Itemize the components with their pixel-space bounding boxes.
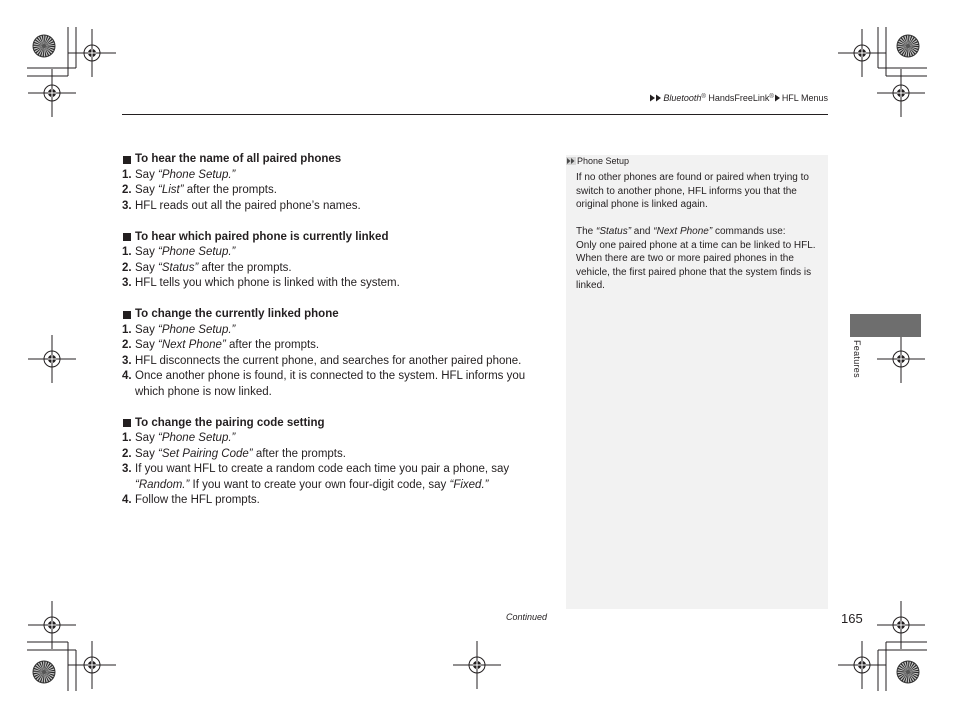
voice-command: “Next Phone” <box>158 339 226 351</box>
step <box>122 447 552 463</box>
color-rosette-icon <box>897 35 919 57</box>
registration-mark-icon <box>838 641 886 689</box>
registered-mark: ® <box>769 94 774 100</box>
step <box>122 338 552 354</box>
side-note-rule: Only one paired phone at a time can be linked to HFL. <box>576 239 816 251</box>
step-number: 3. <box>122 199 132 212</box>
square-bullet-icon <box>123 156 131 164</box>
section-title: To hear the name of all paired phones <box>135 153 342 165</box>
square-bullet-icon <box>123 233 131 241</box>
breadcrumb <box>650 92 828 104</box>
section-heading <box>122 416 552 432</box>
step-text-part: after the prompts. <box>252 447 346 460</box>
section-heading <box>122 307 552 323</box>
registration-mark-icon <box>877 69 925 117</box>
registration-mark-icon <box>28 601 76 649</box>
step-number: 2. <box>122 339 132 351</box>
step-number: 1. <box>122 168 132 181</box>
step-number: 2. <box>122 447 132 460</box>
breadcrumb-link-hfl-menus[interactable]: HFL Menus <box>781 93 828 103</box>
step <box>122 276 552 292</box>
step-text <box>135 168 540 184</box>
registration-mark-icon <box>838 29 886 77</box>
voice-command: “Set Pairing Code” <box>158 447 253 460</box>
registration-mark-icon <box>68 29 116 77</box>
step-text-part: Say <box>135 447 159 460</box>
breadcrumb-link-hfl[interactable] <box>663 92 773 104</box>
color-rosette-icon <box>897 661 919 683</box>
registration-mark-icon <box>877 601 925 649</box>
breadcrumb-bluetooth-text: Bluetooth <box>663 93 702 103</box>
heading-bullet-cell <box>122 152 135 168</box>
registration-mark-icon <box>28 69 76 117</box>
side-note-body <box>576 171 822 293</box>
step-text-part: after the prompts. <box>225 339 320 351</box>
step-text-part: Say <box>135 168 159 181</box>
section-title: To change the pairing code setting <box>135 416 325 429</box>
step-text-part: Say <box>135 184 159 196</box>
step-text <box>135 261 540 277</box>
note-text-part: and <box>631 226 654 237</box>
registration-mark-icon <box>877 335 925 383</box>
step <box>122 462 552 493</box>
section-title: To change the currently linked phone <box>135 308 339 320</box>
side-note-panel <box>566 155 828 609</box>
step <box>122 323 552 339</box>
side-note-commands-line <box>576 225 822 239</box>
step-text <box>135 245 540 261</box>
step-text: HFL disconnects the current phone, and searches for another paired phone. <box>135 354 522 367</box>
step-number: 3. <box>122 463 132 475</box>
step-text-part: Say <box>135 261 159 274</box>
voice-command: “Phone Setup.” <box>158 323 236 336</box>
voice-command: “Status” <box>158 261 199 274</box>
step <box>122 245 552 261</box>
double-arrow-icon <box>650 94 662 102</box>
voice-command: “Phone Setup.” <box>158 246 236 258</box>
chapter-tab-label[interactable]: Features <box>852 340 862 378</box>
registration-mark-icon <box>453 641 501 689</box>
step-number: 2. <box>122 184 132 196</box>
step-text-part: If you want to create your own four-digit code, say <box>189 478 450 491</box>
color-rosette-icon <box>33 35 55 57</box>
continued-label: Continued <box>506 612 548 622</box>
side-note-heading[interactable] <box>566 155 629 167</box>
step <box>122 431 552 447</box>
step-number: 4. <box>122 370 132 382</box>
step <box>122 369 552 400</box>
section-hear-linked-phone <box>122 230 552 292</box>
section-heading <box>122 152 552 168</box>
page-number: 165 <box>841 611 863 626</box>
step-number: 1. <box>122 323 132 336</box>
step-text: Once another phone is found, it is connected to the system. HFL informs you which phone is now linked. <box>135 370 526 398</box>
step <box>122 168 552 184</box>
side-note-intro: If no other phones are found or paired when trying to switch to another phone, HFL informs you that the original phone is linked again. <box>576 172 809 210</box>
section-title: To hear which paired phone is currently linked <box>135 230 389 243</box>
step-text <box>135 183 540 199</box>
voice-command: “Random.” <box>135 478 190 491</box>
step-number: 1. <box>122 432 132 444</box>
note-text-part: The <box>576 226 597 237</box>
square-bullet-icon <box>123 311 131 319</box>
breadcrumb-handsfreelink-text: HandsFreeLink <box>705 93 770 103</box>
voice-command: “Status” <box>596 226 632 237</box>
chapter-tab[interactable] <box>850 314 921 337</box>
side-note-title: Phone Setup <box>577 155 630 166</box>
step-text-part: after the prompts. <box>183 184 277 196</box>
step-text: HFL reads out all the paired phone’s names. <box>135 199 361 212</box>
step-number: 3. <box>122 354 132 367</box>
step-text-part: Say <box>135 323 159 336</box>
step-text <box>135 323 540 339</box>
registration-mark-icon <box>28 335 76 383</box>
section-change-pairing-code <box>122 416 552 509</box>
side-note-rule: When there are two or more paired phones in the vehicle, the first paired phone that the system finds is linked. <box>576 253 812 291</box>
step <box>122 199 552 215</box>
step-number: 4. <box>122 494 132 506</box>
step-text: HFL tells you which phone is linked with the system. <box>135 277 400 289</box>
section-change-linked-phone <box>122 307 552 400</box>
step-number: 2. <box>122 261 132 274</box>
step-text <box>135 462 540 493</box>
registration-mark-icon <box>68 641 116 689</box>
step-text-part: If you want HFL to create a random code each time you pair a phone, say <box>135 463 510 475</box>
step-text-part: Say <box>135 339 159 351</box>
voice-command: “Phone Setup.” <box>158 168 236 181</box>
step <box>122 261 552 277</box>
step <box>122 493 552 509</box>
step-text <box>135 431 540 447</box>
step-number: 1. <box>122 246 132 258</box>
step-text-part: after the prompts. <box>198 261 292 274</box>
voice-command: “List” <box>158 184 184 196</box>
header-divider <box>122 114 828 115</box>
step <box>122 354 552 370</box>
main-content <box>122 152 552 524</box>
side-note-commands <box>576 225 822 293</box>
step-text <box>135 338 540 354</box>
step-number: 3. <box>122 277 132 289</box>
arrow-right-icon <box>774 94 781 102</box>
section-heading <box>122 230 552 246</box>
color-rosette-icon <box>33 661 55 683</box>
square-bullet-icon <box>123 419 131 427</box>
heading-bullet-cell <box>122 230 135 246</box>
step-text-part: Say <box>135 246 159 258</box>
note-text-part: commands use: <box>712 226 786 237</box>
step-text <box>135 447 540 463</box>
voice-command: “Fixed.” <box>449 478 489 491</box>
section-hear-all-paired-phones <box>122 152 552 214</box>
voice-command: “Phone Setup.” <box>158 432 236 444</box>
registered-mark: ® <box>701 94 706 100</box>
step-text-part: Say <box>135 432 159 444</box>
heading-bullet-cell <box>122 416 135 432</box>
note-reference-icon <box>566 157 576 165</box>
step-text: Follow the HFL prompts. <box>135 494 260 506</box>
step <box>122 183 552 199</box>
voice-command: “Next Phone” <box>653 226 713 237</box>
heading-bullet-cell <box>122 307 135 323</box>
